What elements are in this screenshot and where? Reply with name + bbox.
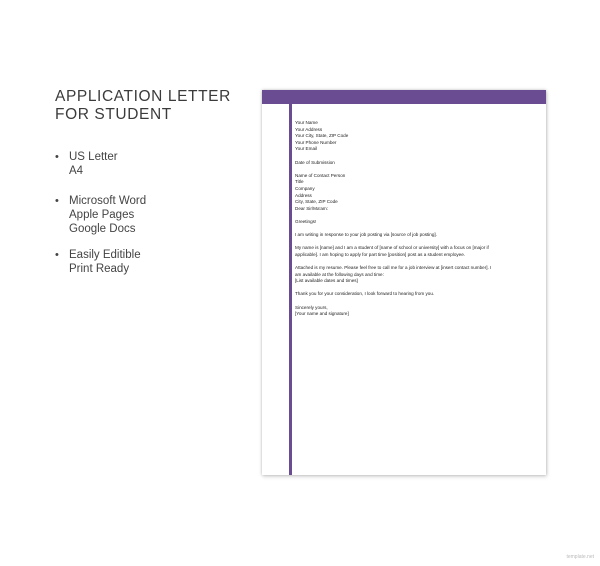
- feature-item: US Letter: [69, 151, 118, 163]
- letter-preview: [262, 90, 546, 475]
- feature-group-formats: [55, 150, 118, 178]
- bullet-icon: •: [55, 151, 59, 163]
- feature-group-apps: [55, 194, 146, 236]
- paragraph-4: Thank you for your consideration, I look forward to hearing from you.: [295, 291, 435, 297]
- side-accent-bar: [289, 104, 292, 475]
- recipient-title: Title: [295, 179, 304, 185]
- recipient-address: Address: [295, 192, 312, 198]
- feature-group-editing: [55, 248, 141, 276]
- paragraph-2-line: My name is [name] and I am a student of [name of school or university] with a focus on [major if: [295, 245, 489, 251]
- recipient-company: Company: [295, 185, 315, 191]
- signature: [Your name and signature]: [295, 311, 349, 317]
- title-line-1: APPLICATION LETTER: [55, 88, 231, 105]
- paragraph-3-line: [List available dates and times]: [295, 278, 358, 284]
- bullet-icon: •: [55, 195, 59, 207]
- sender-phone: Your Phone Number: [295, 139, 337, 145]
- salutation: Dear Sir/Ma'am:: [295, 205, 329, 211]
- letter-date: Date of Submission: [295, 159, 335, 165]
- feature-item: Easily Editible: [69, 249, 141, 261]
- paragraph-1: I am writing in response to your job posting via [source of job posting].: [295, 232, 437, 238]
- page-title: [55, 88, 231, 124]
- sender-city: Your City, State, ZIP Code: [295, 133, 349, 139]
- title-line-2: FOR STUDENT: [55, 106, 172, 123]
- watermark: template.net: [566, 554, 594, 560]
- feature-item: Google Docs: [69, 223, 136, 235]
- sender-address: Your Address: [295, 126, 323, 132]
- paragraph-3-line: Attached is my resume. Please feel free to call me for a job interview at [insert contact number]. I: [295, 265, 492, 271]
- sender-name: Your Name: [295, 120, 318, 125]
- feature-item: Microsoft Word: [69, 195, 147, 207]
- header-accent-bar: [262, 90, 546, 104]
- recipient-city: City, State, ZIP Code: [295, 199, 338, 205]
- feature-item: Print Ready: [69, 263, 130, 275]
- paragraph-2-line: applicable]. I am hoping to apply for part time [position] post as a student employee.: [295, 251, 466, 257]
- greeting: Greetings!: [295, 218, 317, 224]
- bullet-icon: •: [55, 249, 59, 261]
- paragraph-3-line: am available at the following days and time:: [295, 271, 384, 277]
- recipient-name: Name of Contact Person: [295, 172, 346, 178]
- sender-email: Your Email: [295, 146, 318, 152]
- letter-body: [295, 120, 535, 318]
- feature-item: A4: [69, 165, 84, 177]
- feature-item: Apple Pages: [69, 209, 135, 221]
- closing: Sincerely yours,: [295, 304, 328, 310]
